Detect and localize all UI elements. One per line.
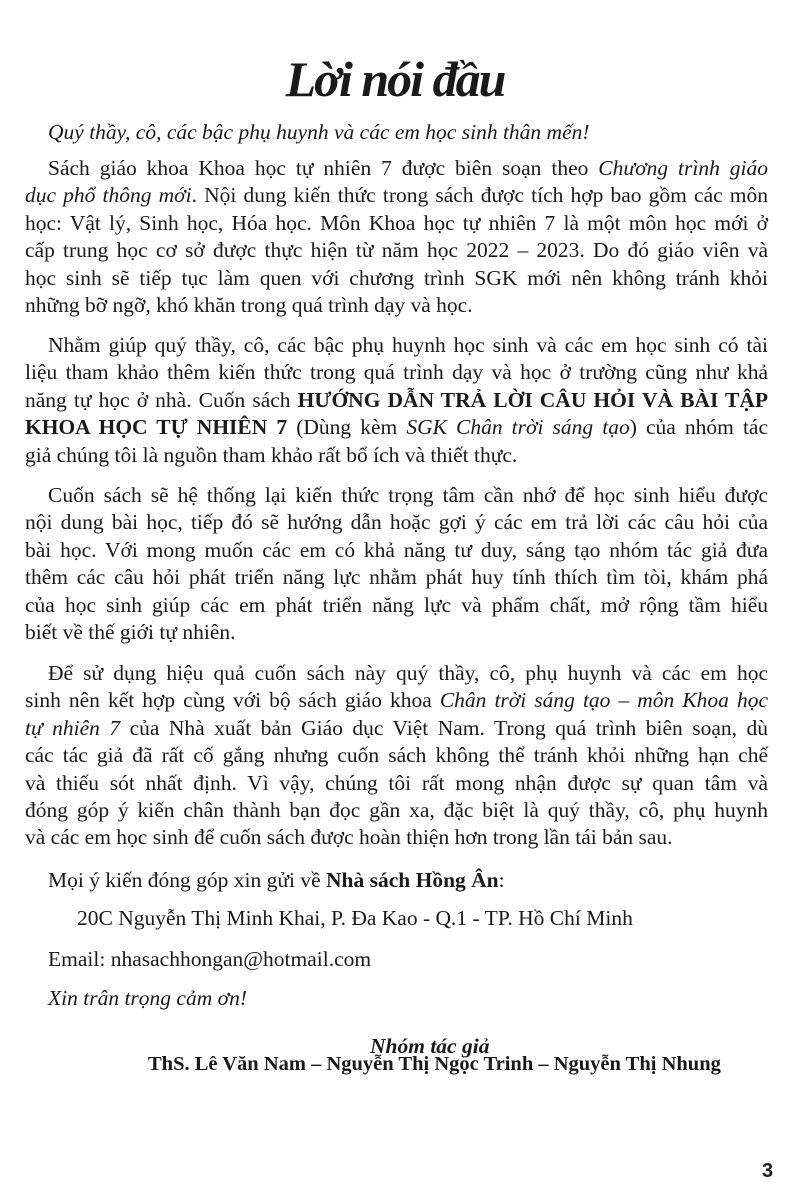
- contact-colon: :: [498, 868, 505, 892]
- text-segment: Sách giáo khoa Khoa học tự nhiên 7 được biên soạn theo: [48, 156, 599, 180]
- text-segment: Nhằm giúp quý thầy, cô, các bậc phụ huynh học sinh và các em học sinh có tài: [48, 333, 768, 357]
- text-line: [25, 509, 768, 536]
- text-segment: và thiếu sót nhất định. Vì vậy, chúng tôi rất mong nhận được sự quan tâm và: [25, 770, 768, 795]
- text-line: [25, 660, 768, 687]
- text-line: [25, 770, 768, 797]
- text-segment: sinh nên kết hợp cùng với bộ sách giáo khoa: [25, 688, 440, 713]
- text-line: [25, 619, 768, 646]
- text-line: [25, 210, 768, 237]
- text-line: [25, 592, 768, 619]
- italic-text: SGK Chân trời sáng tạo: [406, 415, 630, 440]
- text-segment: Để sử dụng hiệu quả cuốn sách này quý thầy, cô, phụ huynh và các em học: [48, 661, 768, 685]
- text-segment: ) của nhóm tác: [629, 415, 769, 440]
- page-number: 3: [762, 1160, 774, 1182]
- text-segment: học: Vật lý, Sinh học, Hóa học. Môn Khoa học tự nhiên 7 là một môn học mới ở: [25, 210, 768, 235]
- paragraph-1: [25, 155, 768, 319]
- text-line: [25, 797, 768, 824]
- text-line: [25, 742, 768, 769]
- contact-intro: [48, 868, 505, 893]
- text-line: [25, 414, 768, 441]
- paragraph-2: [25, 332, 768, 469]
- text-segment: biết về thế giới tự nhiên.: [25, 619, 236, 644]
- author-group-label: Nhóm tác giả: [370, 1034, 490, 1058]
- text-segment: của học sinh giúp các em phát triển năng lực và phẩm chất, mở rộng tầm hiểu: [25, 592, 768, 617]
- text-segment: và các em học sinh để cuốn sách được hoàn thiện hơn trong lần tái bản sau.: [25, 825, 673, 850]
- text-line: [25, 292, 768, 319]
- text-segment: học sinh sẽ tiếp tục làm quen với chương trình SGK mới nên không tránh khỏi: [25, 265, 768, 290]
- publisher-address: 20C Nguyễn Thị Minh Khai, P. Đa Kao - Q.1 - TP. Hồ Chí Minh: [77, 906, 633, 930]
- text-line: [25, 359, 768, 386]
- text-line: [25, 237, 768, 264]
- text-line: [25, 687, 768, 714]
- text-line: [25, 155, 768, 182]
- text-segment: cấp trung học cơ sở được thực hiện từ năm học 2022 – 2023. Do đó giáo viên và: [25, 238, 768, 263]
- text-line: [25, 182, 768, 209]
- text-line: [25, 537, 768, 564]
- italic-text: dục phổ thông mới: [25, 183, 192, 208]
- text-segment: các tác giả đã rất cố gắng nhưng cuốn sách không thể tránh khỏi những hạn chế: [25, 743, 768, 768]
- italic-text: Chương trình giáo: [598, 156, 768, 180]
- italic-text: tự nhiên 7: [25, 715, 121, 740]
- text-line: [25, 824, 768, 851]
- text-line: [25, 715, 768, 742]
- text-segment: Cuốn sách sẽ hệ thống lại kiến thức trọng tâm cần nhớ để học sinh hiểu được: [48, 483, 768, 507]
- text-segment: giả chúng tôi là nguồn tham khảo rất bổ ích và thiết thực.: [25, 442, 518, 467]
- text-line: [25, 564, 768, 591]
- text-segment: (Dùng kèm: [287, 415, 407, 440]
- text-segment: thêm các câu hỏi phát triển năng lực nhằm phát huy tính thích tìm tòi, khám phá: [25, 565, 768, 590]
- text-line: [25, 387, 768, 414]
- contact-intro-text: Mọi ý kiến đóng góp xin gửi về: [48, 868, 326, 892]
- text-segment: . Nội dung kiến thức trong sách được tích hợp bao gồm các môn: [191, 183, 769, 208]
- text-line: [25, 482, 768, 509]
- author-names: ThS. Lê Văn Nam – Nguyễn Thị Ngọc Trinh – Nguyễn Thị Nhung: [148, 1053, 721, 1075]
- greeting: Quý thầy, cô, các bậc phụ huynh và các em học sinh thân mến!: [48, 120, 590, 144]
- text-line: [25, 332, 768, 359]
- text-line: [25, 265, 768, 292]
- publisher-email: Email: nhasachhongan@hotmail.com: [48, 947, 372, 971]
- thanks-line: Xin trân trọng cảm ơn!: [48, 986, 247, 1010]
- publisher-name: Nhà sách Hồng Ân: [326, 868, 499, 892]
- bold-text: KHOA HỌC TỰ NHIÊN 7: [25, 415, 288, 440]
- bold-text: HƯỚNG DẪN TRẢ LỜI CÂU HỎI VÀ BÀI TẬP: [297, 387, 769, 412]
- text-segment: của Nhà xuất bản Giáo dục Việt Nam. Trong quá trình biên soạn, dù: [120, 715, 768, 740]
- text-segment: nội dung bài học, tiếp đó sẽ hướng dẫn hoặc gợi ý các em trả lời các câu hỏi của: [25, 510, 768, 535]
- text-segment: những bỡ ngỡ, khó khăn trong quá trình dạy và học.: [25, 292, 473, 317]
- text-segment: liệu tham khảo thêm kiến thức trong quá trình dạy và học ở trường cũng như khả: [25, 360, 768, 385]
- paragraph-4: [25, 660, 768, 852]
- text-line: [25, 442, 768, 469]
- text-segment: năng tự học ở nhà. Cuốn sách: [25, 387, 298, 412]
- text-segment: bài học. Với mong muốn các em có khả năng tư duy, sáng tạo nhóm tác giả đưa: [25, 537, 768, 562]
- paragraph-3: [25, 482, 768, 646]
- italic-text: Chân trời sáng tạo – môn Khoa học: [439, 688, 768, 713]
- page-title: Lời nói đầu: [285, 51, 505, 107]
- text-segment: đóng góp ý kiến chân thành bạn đọc gần xa, đặc biệt là quý thầy, cô, phụ huynh: [25, 797, 768, 822]
